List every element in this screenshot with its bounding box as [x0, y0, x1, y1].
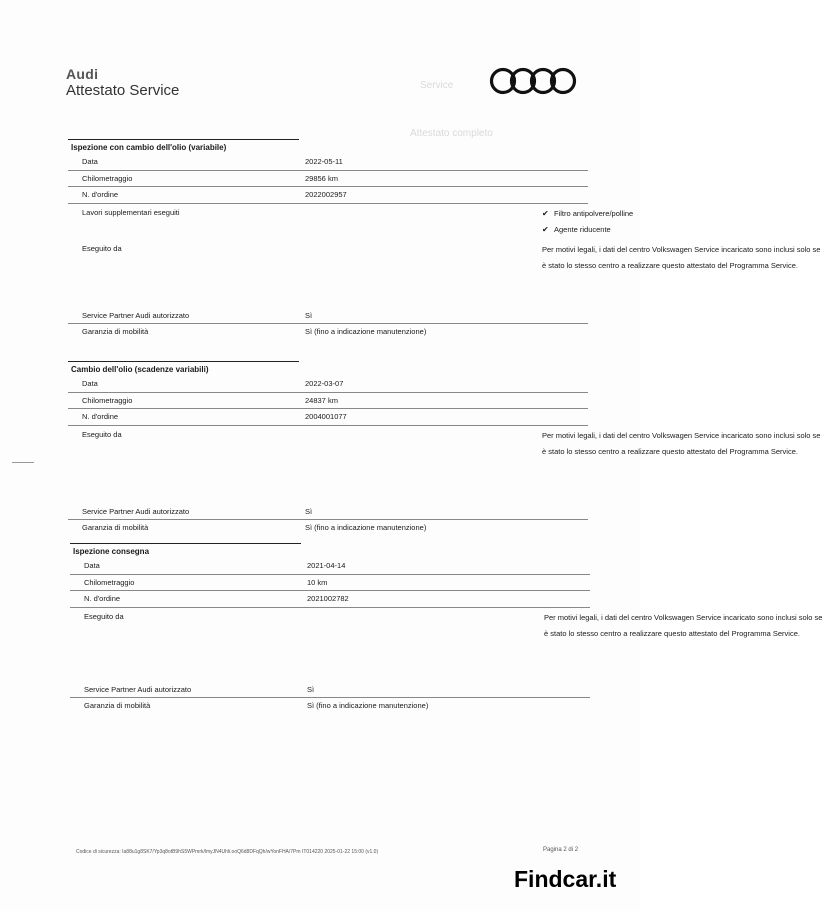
bleed-through-text: Service — [420, 80, 454, 91]
checkmark-icon: ✔ — [542, 224, 549, 234]
performed-by-label: Eseguito da — [82, 429, 122, 439]
partner-value: Sì — [305, 310, 313, 320]
order-row — [68, 187, 588, 204]
partner-value: Sì — [305, 506, 313, 516]
extra-work-row — [68, 204, 634, 240]
service-section-1 — [68, 139, 821, 340]
partner-label: Service Partner Audi autorizzato — [82, 310, 190, 320]
brand-name: Audi — [66, 66, 99, 82]
footer — [76, 847, 579, 855]
mobility-row — [68, 324, 588, 340]
km-value: 29856 km — [305, 173, 338, 183]
extra-work-item: ✔ Filtro antipolvere/polline — [542, 206, 822, 222]
mobility-label: Garanzia di mobilità — [82, 523, 149, 532]
performed-by-row — [68, 426, 821, 504]
order-row — [68, 409, 588, 426]
partner-value: Sì — [307, 684, 315, 694]
partner-label: Service Partner Audi autorizzato — [84, 684, 192, 694]
data-label: Data — [82, 379, 98, 388]
document-title: Attestato Service — [66, 82, 180, 99]
order-label: N. d'ordine — [82, 190, 119, 199]
mobility-value: Sì (fino a indicazione manutenzione) — [305, 327, 427, 336]
km-row — [68, 171, 588, 188]
order-value: 2021002782 — [307, 594, 349, 603]
page-number: Pagina 2 di 2 — [543, 847, 579, 853]
order-value: 2004001077 — [305, 412, 347, 421]
km-label: Chilometraggio — [82, 173, 133, 183]
section-title: Ispezione con cambio dell'olio (variabile) — [68, 139, 299, 154]
km-label: Chilometraggio — [84, 577, 135, 587]
mobility-row — [68, 520, 588, 536]
performed-by-row — [70, 608, 823, 682]
mobility-value: Sì (fino a indicazione manutenzione) — [307, 701, 429, 710]
mobility-label: Garanzia di mobilità — [84, 701, 151, 710]
service-section-3 — [70, 543, 823, 714]
data-value: 2021-04-14 — [307, 561, 346, 570]
partner-row — [70, 682, 590, 699]
section-title: Ispezione consegna — [70, 543, 301, 558]
performed-by-row — [68, 240, 821, 308]
order-label: N. d'ordine — [82, 412, 119, 421]
data-value: 2022-05-11 — [305, 157, 343, 166]
brand-block — [66, 66, 179, 99]
order-row — [70, 591, 590, 608]
order-value: 2022002957 — [305, 190, 347, 199]
data-label: Data — [84, 561, 100, 570]
audi-rings-logo — [489, 64, 579, 98]
performed-by-label: Eseguito da — [82, 243, 122, 253]
performed-by-value: Per motivi legali, i dati del centro Volkswagen Service incaricato sono inclusi solo se è stato lo stesso centro a realizzare questo attestato del Programma Service. — [542, 430, 821, 456]
bleed-through-text: Attestato completo — [410, 128, 493, 139]
data-value: 2022-03-07 — [305, 379, 344, 388]
data-row — [68, 154, 588, 171]
mobility-row — [70, 698, 590, 714]
performed-by-value: Per motivi legali, i dati del centro Volkswagen Service incaricato sono inclusi solo se è stato lo stesso centro a realizzare questo attestato del Programma Service. — [544, 612, 823, 638]
findcar-watermark: Findcar.it — [514, 866, 617, 892]
data-label: Data — [82, 157, 98, 166]
performed-by-label: Eseguito da — [84, 611, 124, 621]
security-code: Codice di sicurezza: Ia88u1g8SK7/Yp3q8otB9hS5WPmrk/lmyJN4Uhli.ooQ6d8DFqQh/wYonFHA/7Pm IT014220 2025-01-22 15:00 (v1.0) — [76, 849, 379, 855]
partner-label: Service Partner Audi autorizzato — [82, 506, 190, 516]
extra-work-label: Lavori supplementari eseguiti — [82, 207, 180, 217]
extra-work-list — [542, 206, 822, 238]
data-row — [70, 558, 590, 575]
km-row — [70, 575, 590, 592]
km-row — [68, 393, 588, 410]
partner-row — [68, 308, 588, 325]
extra-work-item: ✔ Agente riducente — [542, 222, 822, 238]
km-value: 10 km — [307, 577, 328, 587]
mobility-label: Garanzia di mobilità — [82, 327, 149, 336]
section-title: Cambio dell'olio (scadenze variabili) — [68, 361, 299, 376]
km-value: 24837 km — [305, 395, 338, 405]
order-label: N. d'ordine — [84, 594, 121, 603]
service-section-2 — [68, 361, 821, 536]
scan-artifact-line — [12, 462, 34, 463]
partner-row — [68, 504, 588, 521]
km-label: Chilometraggio — [82, 395, 133, 405]
mobility-value: Sì (fino a indicazione manutenzione) — [305, 523, 427, 532]
data-row — [68, 376, 588, 393]
checkmark-icon: ✔ — [542, 208, 549, 218]
performed-by-value: Per motivi legali, i dati del centro Volkswagen Service incaricato sono inclusi solo se è stato lo stesso centro a realizzare questo attestato del Programma Service. — [542, 244, 821, 270]
